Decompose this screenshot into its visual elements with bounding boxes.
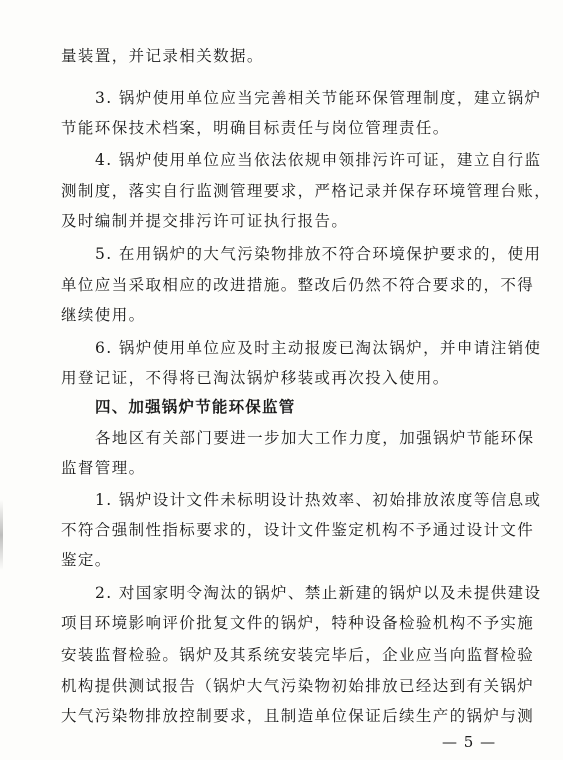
text-line: 3. 锅炉使用单位应当完善相关节能环保管理制度，建立锅炉 — [95, 89, 542, 107]
text-line: 机构提供测试报告（锅炉大气污染物初始排放已经达到有关锅炉 — [61, 677, 535, 695]
text-line: 项目环境影响评价批复文件的锅炉，特种设备检验机构不予实施 — [61, 614, 535, 632]
text-line: 不符合强制性指标要求的，设计文件鉴定机构不予通过设计文件 — [61, 521, 535, 539]
text-line: 量装置，并记录相关数据。 — [61, 47, 264, 65]
section-heading: 四、加强锅炉节能环保监管 — [95, 398, 296, 416]
text-line: 大气污染物排放控制要求，且制造单位保证后续生产的锅炉与测 — [61, 707, 535, 725]
text-line: 安装监督检验。锅炉及其系统安装完毕后，企业应当向监督检验 — [61, 646, 535, 664]
text-line: 监督管理。 — [61, 459, 146, 477]
text-line: 2. 对国家明令淘汰的锅炉、禁止新建的锅炉以及未提供建设 — [95, 584, 542, 602]
text-line: 各地区有关部门要进一步加大工作力度，加强锅炉节能环保 — [95, 429, 535, 447]
text-line: 5. 在用锅炉的大气污染物排放不符合环境保护要求的，使用 — [95, 245, 542, 263]
text-line: 4. 锅炉使用单位应当依法依规申领排污许可证，建立自行监 — [95, 151, 542, 169]
text-line: 单位应当采取相应的改进措施。整改后仍然不符合要求的，不得 — [61, 276, 535, 294]
text-line: 测制度，落实自行监测管理要求，严格记录并保存环境管理台账， — [61, 182, 552, 200]
scan-edge-shadow — [0, 500, 3, 570]
text-line: 鉴定。 — [61, 551, 112, 569]
page-number: — 5 — — [442, 733, 497, 751]
text-line: 继续使用。 — [61, 306, 146, 324]
text-line: 6. 锅炉使用单位应及时主动报废已淘汰锅炉，并申请注销使 — [95, 339, 542, 357]
text-line: 及时编制并提交排污许可证执行报告。 — [61, 212, 349, 230]
text-line: 用登记证，不得将已淘汰锅炉移装或再次投入使用。 — [61, 369, 450, 387]
text-line: 1. 锅炉设计文件未标明设计热效率、初始排放浓度等信息或 — [95, 491, 542, 509]
text-line: 节能环保技术档案，明确目标责任与岗位管理责任。 — [61, 119, 450, 137]
